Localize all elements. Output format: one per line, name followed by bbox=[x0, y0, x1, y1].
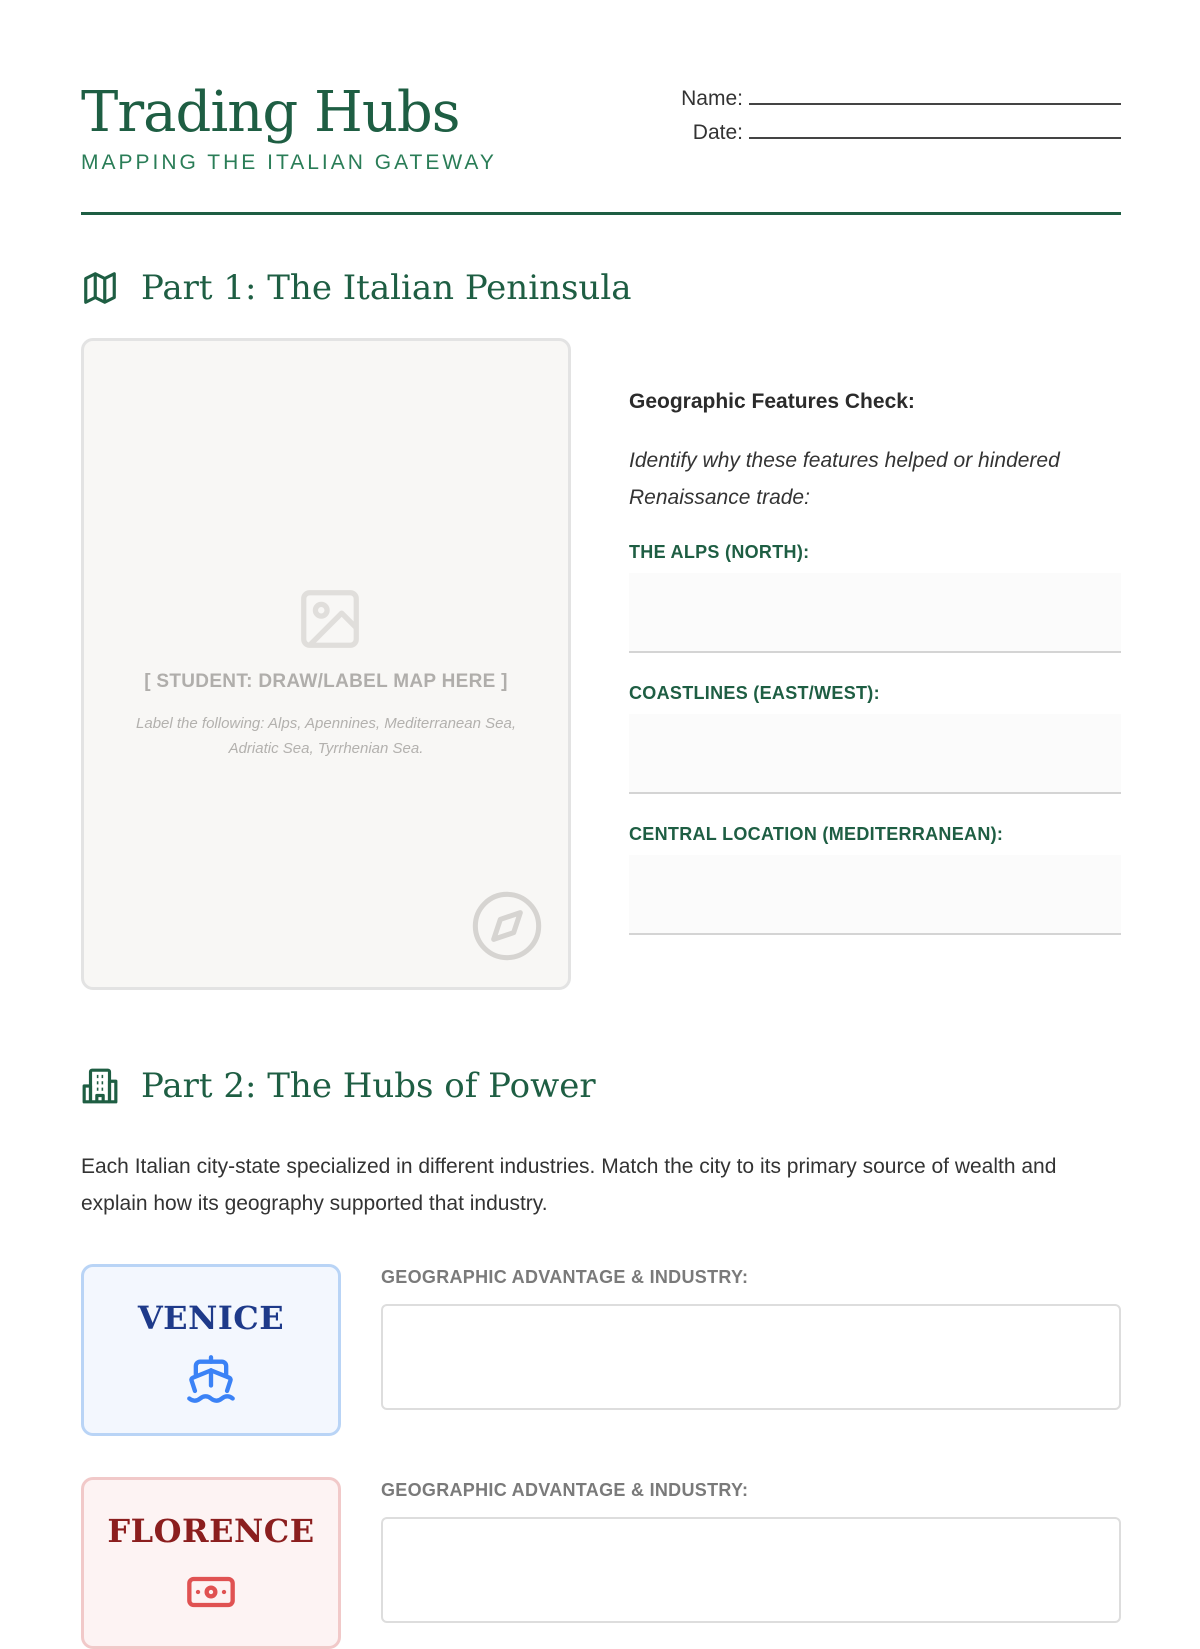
student-info bbox=[681, 82, 1121, 150]
venice-answer-box[interactable] bbox=[381, 1304, 1121, 1410]
ship-icon bbox=[185, 1353, 237, 1405]
part2-heading bbox=[81, 1066, 596, 1106]
page-title: Trading Hubs bbox=[81, 80, 460, 145]
map-drawing-area[interactable] bbox=[81, 338, 571, 990]
date-row bbox=[681, 116, 1121, 150]
buildings-icon bbox=[81, 1067, 119, 1105]
part2-intro: Each Italian city-state specialized in different industries. Match the city to its primary source of wealth and explain how its geography supported that industry. bbox=[81, 1155, 1057, 1215]
page-subtitle: MAPPING THE ITALIAN GATEWAY bbox=[81, 151, 497, 174]
map-icon bbox=[81, 269, 119, 307]
feature-answer-coastlines[interactable] bbox=[629, 714, 1121, 794]
feature-label-central: CENTRAL LOCATION (MEDITERRANEAN): bbox=[629, 824, 1004, 844]
part1-title: Part 1: The Italian Peninsula bbox=[141, 268, 632, 308]
part2-title: Part 2: The Hubs of Power bbox=[141, 1066, 596, 1106]
name-field[interactable] bbox=[749, 85, 1121, 105]
venice-field-label: GEOGRAPHIC ADVANTAGE & INDUSTRY: bbox=[381, 1267, 749, 1287]
name-row bbox=[681, 82, 1121, 116]
features-title: Geographic Features Check: bbox=[629, 390, 915, 413]
city-name-venice: VENICE bbox=[137, 1299, 285, 1337]
image-icon bbox=[295, 584, 365, 654]
feature-answer-alps[interactable] bbox=[629, 573, 1121, 653]
florence-field-label: GEOGRAPHIC ADVANTAGE & INDUSTRY: bbox=[381, 1480, 749, 1500]
date-field[interactable] bbox=[749, 119, 1121, 139]
part1-heading bbox=[81, 268, 631, 308]
compass-icon bbox=[469, 888, 545, 964]
map-instruction: Label the following: Alps, Apennines, Mediterranean Sea, Adriatic Sea, Tyrrhenian Sea. bbox=[136, 715, 516, 757]
feature-label-alps: THE ALPS (NORTH): bbox=[629, 542, 810, 562]
name-label: Name: bbox=[681, 87, 743, 110]
feature-answer-central[interactable] bbox=[629, 855, 1121, 935]
city-card-venice bbox=[81, 1264, 341, 1436]
florence-answer-box[interactable] bbox=[381, 1517, 1121, 1623]
worksheet-header bbox=[81, 0, 1121, 215]
date-label: Date: bbox=[692, 121, 743, 144]
geographic-features-panel bbox=[629, 390, 1121, 965]
feature-label-coastlines: COASTLINES (EAST/WEST): bbox=[629, 683, 880, 703]
features-instruction: Identify why these features helped or hindered Renaissance trade: bbox=[629, 449, 1060, 509]
city-name-florence: FLORENCE bbox=[107, 1512, 315, 1550]
city-card-florence bbox=[81, 1477, 341, 1649]
money-icon bbox=[185, 1566, 237, 1618]
worksheet-page bbox=[81, 0, 1121, 1550]
map-placeholder-text: [ STUDENT: DRAW/LABEL MAP HERE ] bbox=[144, 671, 508, 692]
